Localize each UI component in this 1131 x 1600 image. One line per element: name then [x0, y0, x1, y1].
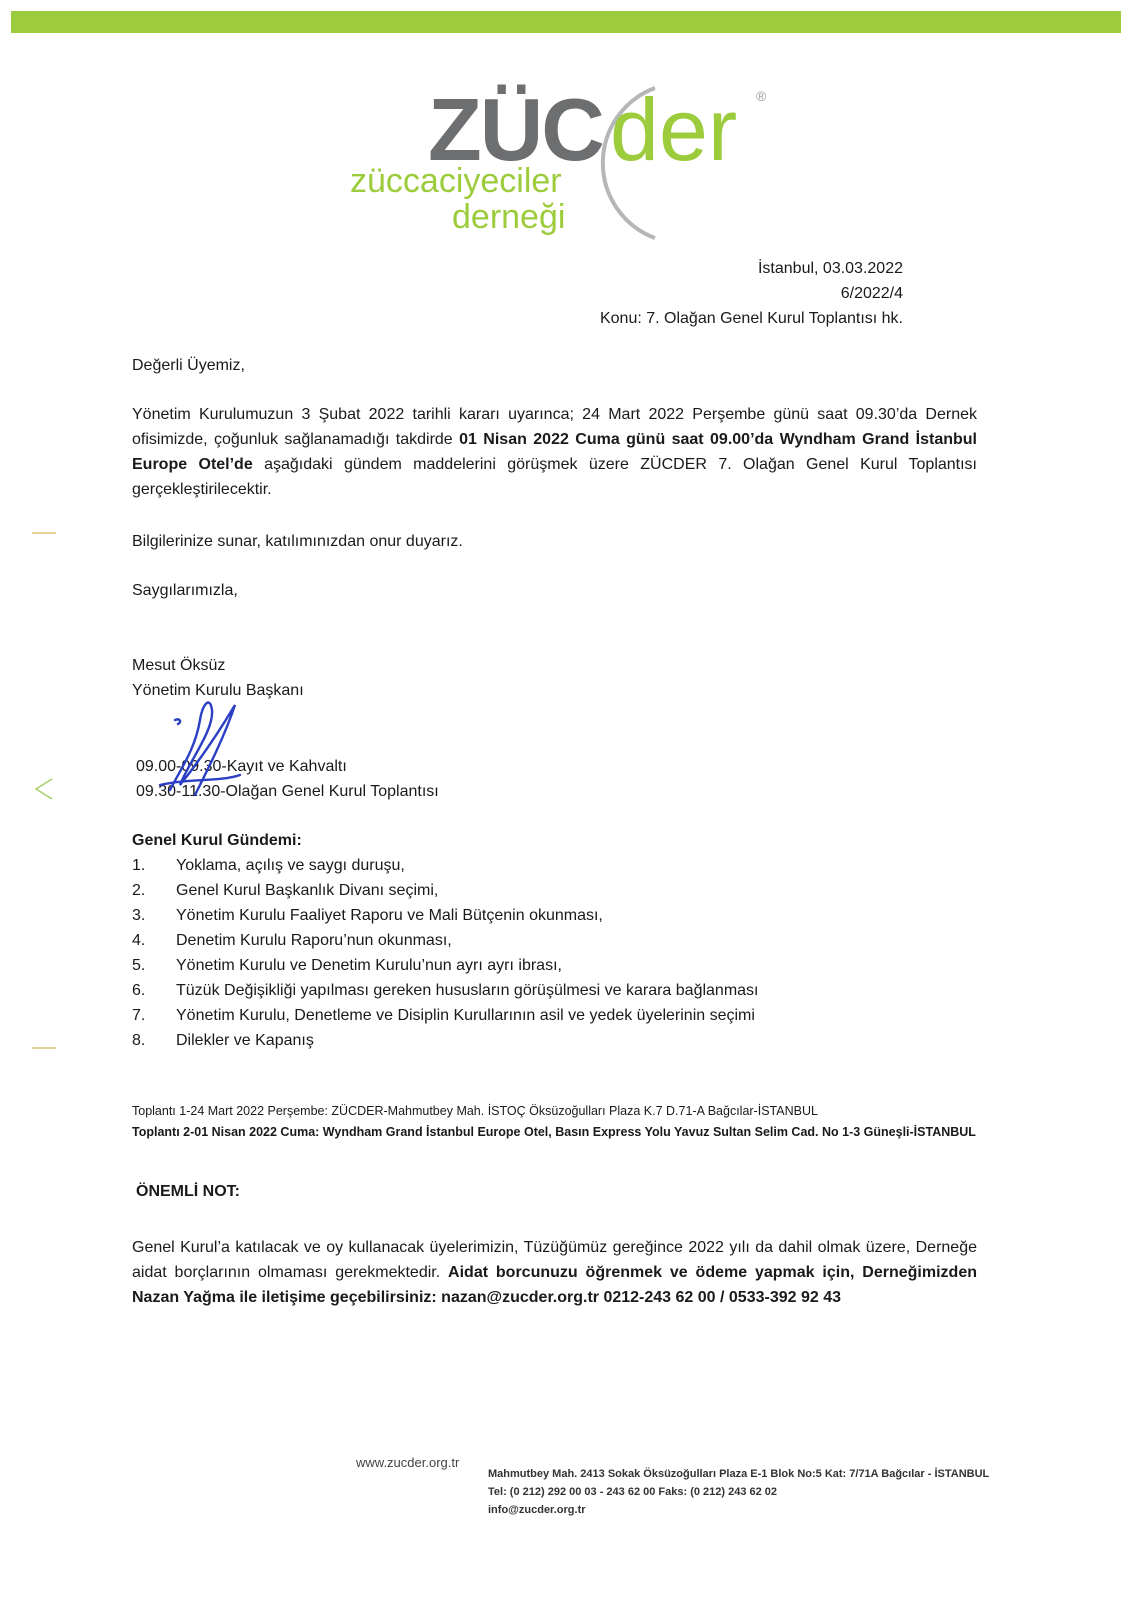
- handwritten-signature: [140, 690, 260, 800]
- agenda-item-number: 6.: [132, 982, 146, 999]
- agenda-item: [132, 1003, 977, 1028]
- agenda-item-text: Yönetim Kurulu ve Denetim Kurulu’nun ayrı ayrı ibrası,: [176, 957, 562, 974]
- agenda-item: [132, 978, 977, 1003]
- footer-email: info@zucder.org.tr: [488, 1504, 586, 1516]
- logo-tagline-1: züccaciyeciler: [350, 162, 562, 200]
- agenda-item-text: Genel Kurul Başkanlık Divanı seçimi,: [176, 882, 439, 899]
- agenda-title: Genel Kurul Gündemi:: [132, 832, 302, 849]
- meeting-2-location: Toplantı 2-01 Nisan 2022 Cuma: Wyndham Grand İstanbul Europe Otel, Basın Express Yolu Yavuz Sultan Selim Cad. No 1-3 Güneşli-İSTANBUL: [132, 1125, 976, 1139]
- note-body-part1: Genel Kurul’a katılacak ve oy kullanacak üyelerimizin, Tüzüğümüz gereğince 2022 yılı da dahil olmak üzere, Derneğe aidat borçlarının olmaması gerekmektedir.: [132, 1239, 977, 1281]
- agenda-item: [132, 1028, 977, 1053]
- main-paragraph-part1: Yönetim Kurulumuzun 3 Şubat 2022 tarihli kararı uyarınca; 24 Mart 2022 Perşembe günü saat 09.30’da Dernek ofisimizde, çoğunluk sağlanamadığı takdirde: [132, 406, 977, 448]
- agenda-item-text: Tüzük Değişikliği yapılması gereken hususların görüşülmesi ve karara bağlanması: [176, 982, 759, 999]
- agenda-item-number: 5.: [132, 957, 146, 974]
- place-date: İstanbul, 03.03.2022: [757, 260, 903, 277]
- courtesy-paragraph: Bilgilerinize sunar, katılımınızdan onur duyarız.: [132, 533, 463, 550]
- agenda-item: [132, 878, 977, 903]
- footer-phones: Tel: (0 212) 292 00 03 - 243 62 00 Faks: (0 212) 243 62 02: [488, 1486, 778, 1498]
- main-paragraph-bold: 01 Nisan 2022 Cuma günü saat 09.00’da Wyndham Grand İstanbul Europe Otel’de: [132, 431, 977, 473]
- schedule-item: 09.00-09.30-Kayıt ve Kahvaltı: [136, 758, 347, 775]
- logo-zuc-text: ZÜC: [428, 80, 603, 179]
- agenda-list: [132, 853, 977, 1053]
- schedule-item: 09.30-11.30-Olağan Genel Kurul Toplantısı: [136, 783, 439, 800]
- schedule: [136, 754, 981, 804]
- main-paragraph-part2: aşağıdaki gündem maddelerini görüşmek üzere ZÜCDER 7. Olağan Genel Kurul Toplantısı gerçekleştirilecektir.: [132, 456, 977, 498]
- agenda-item: [132, 953, 977, 978]
- footer-website: www.zucder.org.tr: [356, 1455, 460, 1470]
- agenda-item-text: Yönetim Kurulu Faaliyet Raporu ve Mali Bütçenin okunması,: [176, 907, 603, 924]
- agenda-item-text: Yoklama, açılış ve saygı duruşu,: [176, 857, 405, 874]
- agenda-item-number: 3.: [132, 907, 146, 924]
- closing: Saygılarımızla,: [132, 582, 238, 599]
- footer-address: Mahmutbey Mah. 2413 Sokak Öksüzoğulları Plaza E-1 Blok No:5 Kat: 7/71A Bağcılar - İSTANBUL: [488, 1468, 990, 1480]
- agenda-item-number: 4.: [132, 932, 146, 949]
- agenda-item-text: Dilekler ve Kapanış: [176, 1032, 314, 1049]
- agenda-item-text: Yönetim Kurulu, Denetleme ve Disiplin Kurullarının asil ve yedek üyelerinin seçimi: [176, 1007, 755, 1024]
- scan-margin-marks: [30, 525, 60, 1065]
- agenda-item: [132, 853, 977, 878]
- important-note-body: [132, 1235, 977, 1310]
- agenda-item-number: 7.: [132, 1007, 146, 1024]
- zucder-logo: [340, 78, 780, 248]
- subject-line: Konu: 7. Olağan Genel Kurul Toplantısı hk.: [599, 310, 903, 327]
- logo-tagline-2: derneği: [452, 198, 566, 236]
- reference-number: 6/2022/4: [840, 285, 903, 302]
- footer-contact: [488, 1465, 989, 1519]
- agenda-item-text: Denetim Kurulu Raporu’nun okunması,: [176, 932, 452, 949]
- main-paragraph: [132, 402, 977, 502]
- logo-der-text: der: [610, 80, 738, 179]
- registered-mark: ®: [756, 88, 767, 104]
- agenda-item-number: 1.: [132, 857, 146, 874]
- agenda-item-number: 8.: [132, 1032, 146, 1049]
- top-color-bar: [11, 11, 1121, 33]
- important-note-title: ÖNEMLİ NOT:: [136, 1183, 240, 1200]
- agenda-item: [132, 928, 977, 953]
- note-body-bold: Aidat borcunuzu öğrenmek ve ödeme yapmak için, Derneğimizden Nazan Yağma ile iletişime geçebilirsiniz: nazan@zucder.org.tr 0212-243 62 00 / 0533-392 92 43: [132, 1264, 977, 1306]
- signer-title: Yönetim Kurulu Başkanı: [132, 682, 304, 699]
- meeting-1-location: Toplantı 1-24 Mart 2022 Perşembe: ZÜCDER-Mahmutbey Mah. İSTOÇ Öksüzoğulları Plaza K.7 D.71-A Bağcılar-İSTANBUL: [132, 1104, 818, 1118]
- agenda-item-number: 2.: [132, 882, 146, 899]
- greeting: Değerli Üyemiz,: [132, 357, 245, 374]
- letter-header: [600, 256, 903, 331]
- signer-name: Mesut Öksüz: [132, 657, 226, 674]
- agenda-item: [132, 903, 977, 928]
